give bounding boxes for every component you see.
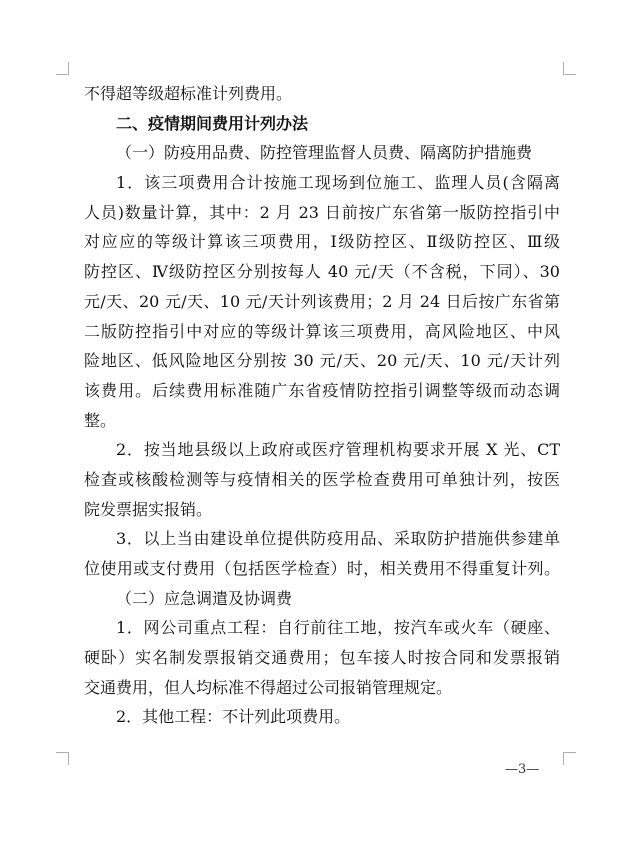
crop-mark-bottom-left bbox=[56, 752, 69, 765]
body-line: 险地区、低风险地区分别按 30 元/天、20 元/天、10 元/天计列 bbox=[84, 351, 560, 371]
body-line: 不得超等级超标准计列费用。 bbox=[84, 84, 293, 103]
body-line: 该费用。后续费用标准随广东省疫情防控指引调整等级而动态调 bbox=[84, 380, 560, 400]
body-line: 元/天、20 元/天、10 元/天计列该费用；2 月 24 日后按广东省第 bbox=[84, 291, 560, 311]
crop-mark-bottom-right bbox=[563, 752, 576, 765]
body-line: 人员)数量计算，其中：2 月 23 日前按广东省第一版防控指引中 bbox=[84, 202, 560, 222]
body-line: 二版防控指引中对应的等级计算该三项费用，高风险地区、中风 bbox=[84, 321, 560, 341]
body-line: 3．以上当由建设单位提供防疫用品、采取防护措施供参建单 bbox=[116, 529, 560, 549]
body-line: 位使用或支付费用（包括医学检查）时，相关费用不得重复计列。 bbox=[84, 559, 560, 578]
crop-mark-top-right bbox=[563, 62, 576, 75]
crop-mark-top-left bbox=[56, 62, 69, 75]
body-line: 整。 bbox=[84, 410, 117, 430]
subsection-heading: （二）应急调遣及协调费 bbox=[116, 588, 293, 608]
body-line: 硬卧）实名制发票报销交通费用；包车接人时按合同和发票报销 bbox=[84, 648, 560, 668]
body-line: 1．网公司重点工程：自行前往工地，按汽车或火车（硬座、 bbox=[116, 618, 560, 638]
section-heading: 二、疫情期间费用计列办法 bbox=[116, 113, 309, 133]
page-number: —3— bbox=[505, 762, 540, 777]
body-line: 交通费用，但人均标准不得超过公司报销管理规定。 bbox=[84, 677, 453, 697]
body-line: 院发票据实报销。 bbox=[84, 499, 213, 519]
body-line: 1．该三项费用合计按施工现场到位施工、监理人员(含隔离 bbox=[116, 173, 560, 193]
body-line: 2．按当地县级以上政府或医疗管理机构要求开展 X 光、CT bbox=[116, 440, 560, 460]
body-line: 防控区、Ⅳ级防控区分别按每人 40 元/天（不含税，下同）、30 bbox=[84, 262, 560, 282]
body-line: 对应应的等级计算该三项费用，Ⅰ级防控区、Ⅱ级防控区、Ⅲ级 bbox=[84, 232, 560, 252]
body-line: 2．其他工程：不计列此项费用。 bbox=[116, 707, 351, 727]
body-line: 检查或核酸检测等与疫情相关的医学检查费用可单独计列，按医 bbox=[84, 469, 560, 489]
subsection-heading: （一）防疫用品费、防控管理监督人员费、隔离防护措施费 bbox=[116, 143, 533, 163]
document-body bbox=[84, 79, 560, 732]
